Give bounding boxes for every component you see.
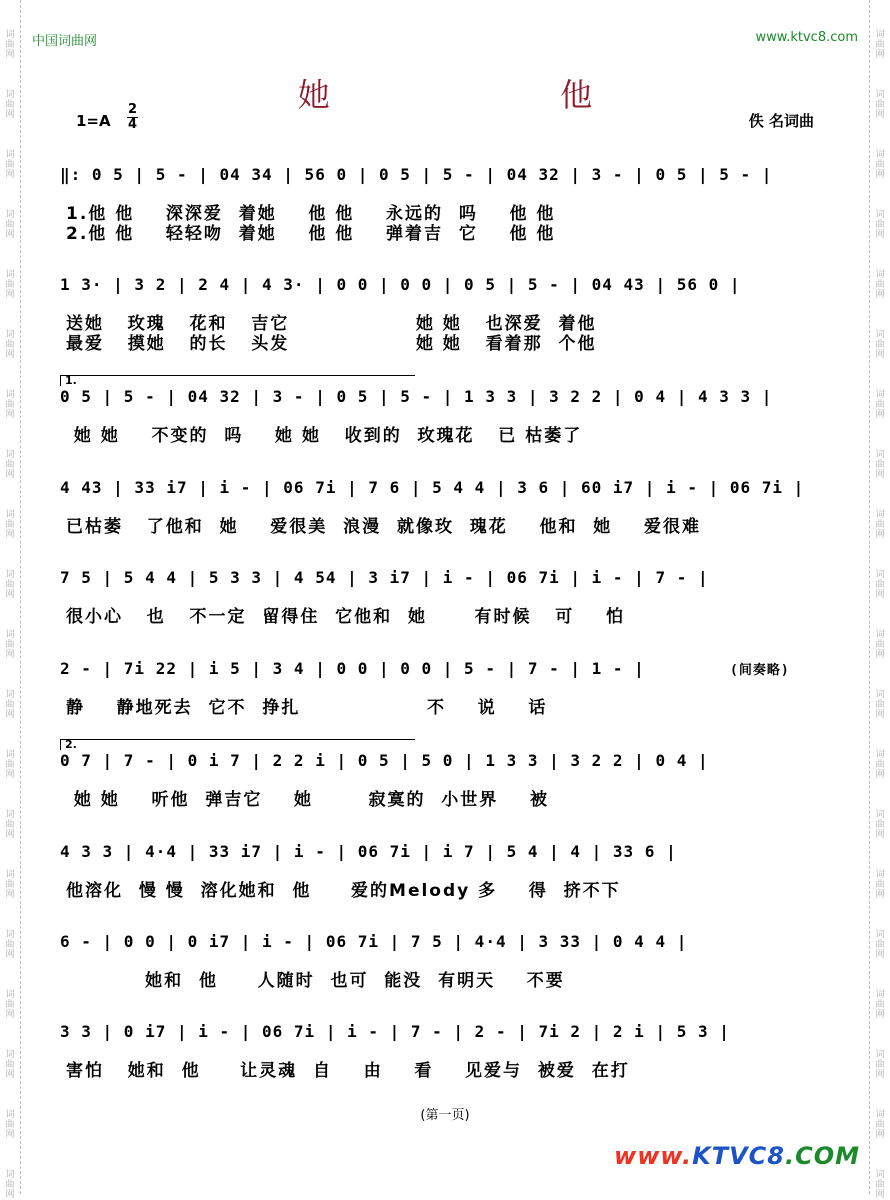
watermark-text: 词 曲 网 bbox=[875, 570, 885, 600]
notation-line: 0 5 | 5 - | 04 32 | 3 - | 0 5 | 5 - | 1 3 3 | 3 2 2 | 0 4 | 4 3 3 | bbox=[60, 387, 773, 406]
watermark-text: 词 曲 网 bbox=[5, 150, 15, 180]
notation-line: 3 3 | 0 i7 | i - | 06 7i | i - | 7 - | 2 - | 7i 2 | 2 i | 5 3 | bbox=[60, 1022, 730, 1041]
notation-line: ‖: 0 5 | 5 - | 04 34 | 56 0 | 0 5 | 5 - | 04 32 | 3 - | 0 5 | 5 - | bbox=[60, 165, 773, 184]
lyric-line: 送她 玫瑰 花和 吉它 她 她 也深爱 着他 bbox=[66, 314, 597, 334]
watermark-text: 词 曲 网 bbox=[5, 330, 15, 360]
notation-line: 0 7 | 7 - | 0 i 7 | 2 2 i | 0 5 | 5 0 | 1 3 3 | 3 2 2 | 0 4 | bbox=[60, 751, 709, 770]
watermark-text: 词 曲 网 bbox=[5, 510, 15, 540]
watermark-text: 词 曲 网 bbox=[875, 450, 885, 480]
left-watermark-strip bbox=[0, 0, 21, 1200]
watermark-text: 词 曲 网 bbox=[5, 810, 15, 840]
lyric-line: 1.他 他 深深爱 着她 他 他 永远的 吗 他 他 bbox=[66, 204, 556, 224]
watermark-text: 词 曲 网 bbox=[5, 1170, 15, 1200]
page-number: (第一页) bbox=[420, 1108, 470, 1123]
watermark-text: 词 曲 网 bbox=[5, 990, 15, 1020]
notation-line: 7 5 | 5 4 4 | 5 3 3 | 4 54 | 3 i7 | i - | 06 7i | i - | 7 - | bbox=[60, 568, 709, 587]
watermark-text: 词 曲 网 bbox=[875, 30, 885, 60]
watermark-text: 词 曲 网 bbox=[875, 990, 885, 1020]
watermark-text: 词 曲 网 bbox=[875, 270, 885, 300]
watermark-text: 词 曲 网 bbox=[5, 930, 15, 960]
watermark-text: 词 曲 网 bbox=[875, 210, 885, 240]
lyric-line: 2.他 他 轻轻吻 着她 他 他 弹着吉 它 他 他 bbox=[66, 224, 556, 244]
watermark-text: 词 曲 网 bbox=[5, 1110, 15, 1140]
watermark-text: 词 曲 网 bbox=[875, 810, 885, 840]
watermark-text: 词 曲 网 bbox=[875, 1050, 885, 1080]
watermark-text: 词 曲 网 bbox=[5, 870, 15, 900]
lyric-line: 静 静地死去 它不 挣扎 不 说 话 bbox=[66, 698, 548, 718]
watermark-text: 词 曲 网 bbox=[5, 1050, 15, 1080]
watermark-text: 词 曲 网 bbox=[875, 150, 885, 180]
song-title: 她 他 bbox=[297, 76, 703, 114]
watermark-text: 词 曲 网 bbox=[5, 210, 15, 240]
lyric-line: 最爱 摸她 的长 头发 她 她 看着那 个他 bbox=[66, 334, 597, 354]
watermark-text: 词 曲 网 bbox=[875, 630, 885, 660]
watermark-text: 词 曲 网 bbox=[5, 450, 15, 480]
song-credit: 佚 名词曲 bbox=[748, 112, 814, 130]
notation-line: 1 3· | 3 2 | 2 4 | 4 3· | 0 0 | 0 0 | 0 5 | 5 - | 04 43 | 56 0 | bbox=[60, 275, 741, 294]
site-url[interactable]: www.ktvc8.com bbox=[755, 30, 858, 45]
watermark-text: 词 曲 网 bbox=[5, 750, 15, 780]
watermark-text: 词 曲 网 bbox=[875, 390, 885, 420]
watermark-text: 词 曲 网 bbox=[5, 270, 15, 300]
time-signature: 2 4 bbox=[128, 102, 138, 132]
watermark-text: 词 曲 网 bbox=[5, 390, 15, 420]
watermark-text: 词 曲 网 bbox=[875, 690, 885, 720]
watermark-text: 词 曲 网 bbox=[875, 1170, 885, 1200]
right-watermark-strip bbox=[869, 0, 890, 1200]
watermark-text: 词 曲 网 bbox=[875, 90, 885, 120]
notation-line: 4 43 | 33 i7 | i - | 06 7i | 7 6 | 5 4 4 | 3 6 | 60 i7 | i - | 06 7i | bbox=[60, 478, 805, 497]
watermark-text: 词 曲 网 bbox=[5, 630, 15, 660]
watermark-text: 词 曲 网 bbox=[875, 1110, 885, 1140]
notation-line: 4 3 3 | 4·4 | 33 i7 | i - | 06 7i | i 7 | 5 4 | 4 | 33 6 | bbox=[60, 842, 677, 861]
watermark-text: 词 曲 网 bbox=[875, 330, 885, 360]
site-name[interactable]: 中国词曲网 bbox=[32, 34, 98, 49]
watermark-text: 词 曲 网 bbox=[5, 570, 15, 600]
interlude-note: (间奏略) bbox=[730, 663, 790, 678]
key-signature: 1=A bbox=[76, 112, 111, 130]
lyric-line: 他溶化 慢 慢 溶化她和 他 爱的Melody 多 得 挤不下 bbox=[66, 881, 621, 901]
notation-line: 2 - | 7i 22 | i 5 | 3 4 | 0 0 | 0 0 | 5 - | 7 - | 1 - | bbox=[60, 659, 645, 678]
volta-bracket: 1. bbox=[60, 375, 415, 386]
volta-bracket: 2. bbox=[60, 739, 415, 750]
watermark-text: 词 曲 网 bbox=[875, 870, 885, 900]
lyric-line: 害怕 她和 他 让灵魂 自 由 看 见爱与 被爱 在打 bbox=[66, 1061, 630, 1081]
watermark-text: 词 曲 网 bbox=[5, 690, 15, 720]
lyric-line: 她和 他 人随时 也可 能没 有明天 不要 bbox=[66, 971, 565, 991]
watermark-text: 词 曲 网 bbox=[875, 930, 885, 960]
watermark-text: 词 曲 网 bbox=[875, 510, 885, 540]
watermark-text: 词 曲 网 bbox=[5, 90, 15, 120]
lyric-line: 很小心 也 不一定 留得住 它他和 她 有时候 可 怕 bbox=[66, 607, 625, 627]
watermark-text: 词 曲 网 bbox=[5, 30, 15, 60]
lyric-line: 她 她 不变的 吗 她 她 收到的 玫瑰花 已 枯萎了 bbox=[66, 426, 583, 446]
notation-line: 6 - | 0 0 | 0 i7 | i - | 06 7i | 7 5 | 4·4 | 3 33 | 0 4 4 | bbox=[60, 932, 688, 951]
watermark-text: 词 曲 网 bbox=[875, 750, 885, 780]
lyric-line: 她 她 听他 弹吉它 她 寂寞的 小世界 被 bbox=[66, 790, 549, 810]
lyric-line: 已枯萎 了他和 她 爱很美 浪漫 就像玫 瑰花 他和 她 爱很难 bbox=[66, 517, 701, 537]
site-logo: www.KTVC8.COM bbox=[614, 1142, 860, 1170]
